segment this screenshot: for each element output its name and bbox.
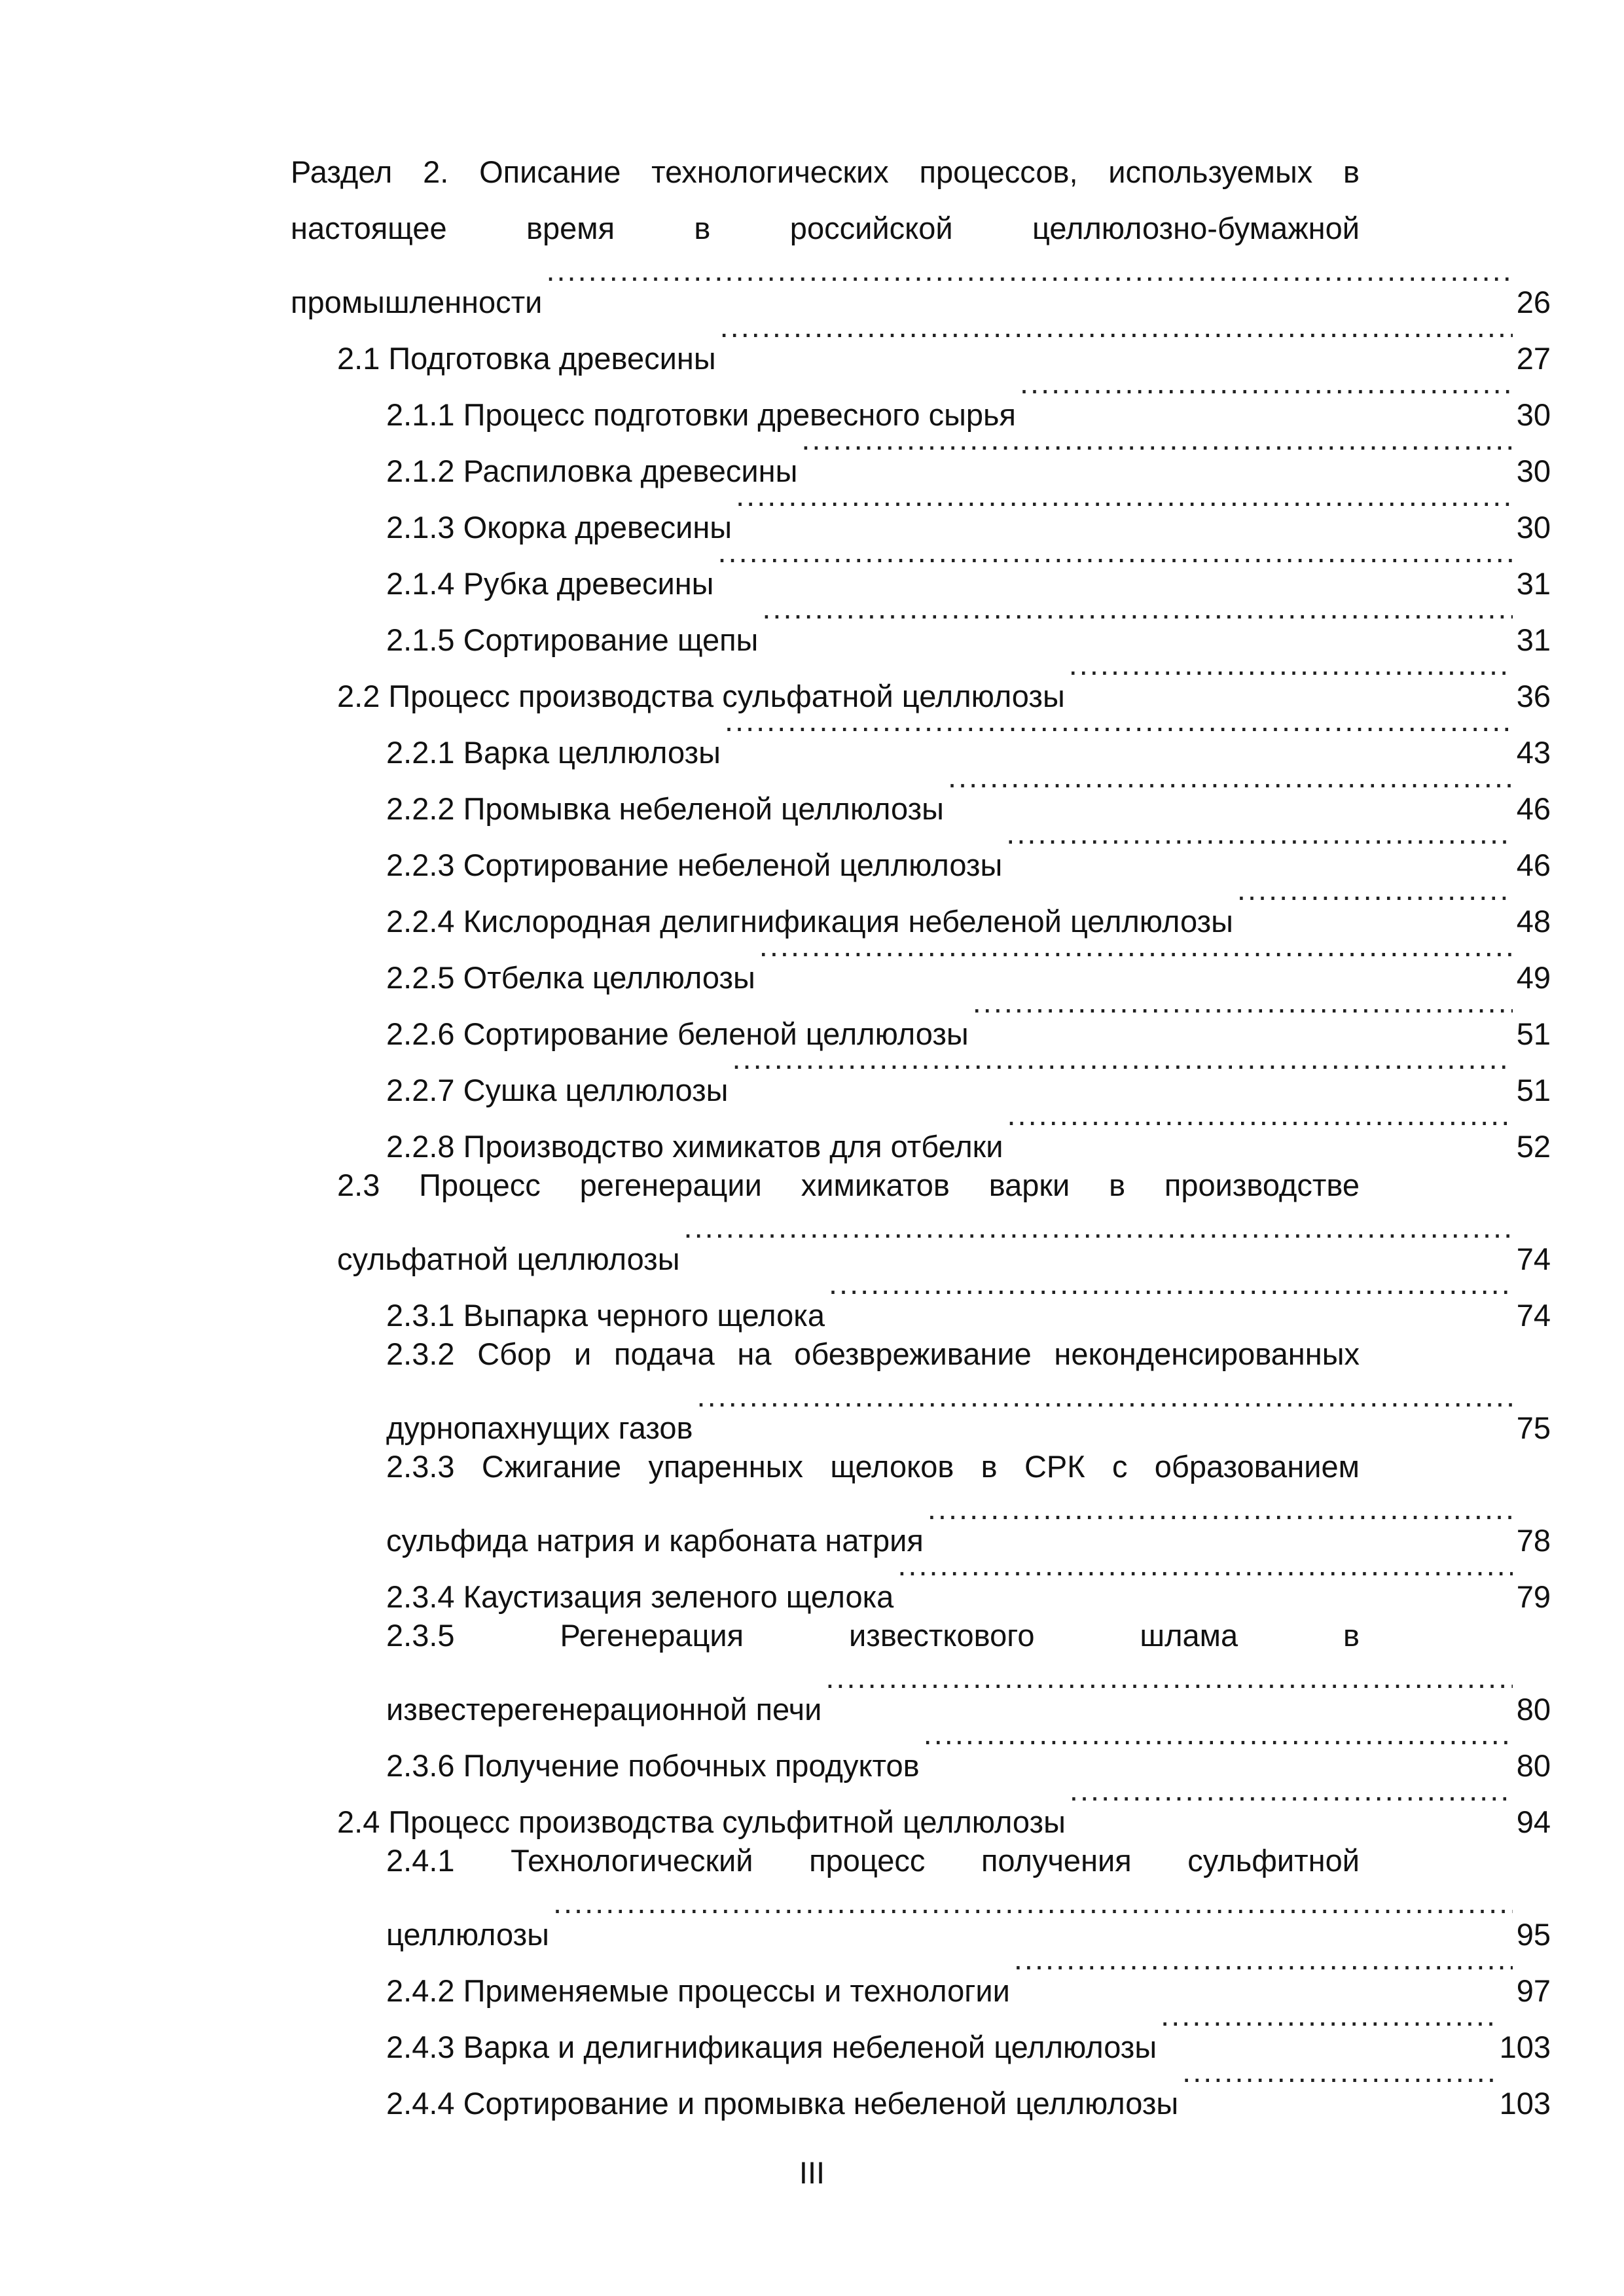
toc-entry-2-3-6[interactable] xyxy=(386,1720,1551,1783)
toc-entry-text: целлюлозы xyxy=(386,1917,549,1952)
toc-entry-2-2-1[interactable] xyxy=(386,707,1551,770)
toc-page-number: 103 xyxy=(1499,2030,1551,2064)
toc-page-number: 52 xyxy=(1516,1129,1551,1164)
toc-entry-text: 2.1.4 Рубка древесины xyxy=(386,566,714,601)
toc-page-number: 30 xyxy=(1516,397,1551,432)
toc-entry-2-2-5[interactable] xyxy=(386,932,1551,995)
toc-entry-text: Раздел 2. Описание технологических процессов, используемых в xyxy=(291,154,1360,189)
toc-entry-text: 2.3.2 Сбор и подача на обезвреживание неконденсированных xyxy=(386,1336,1360,1371)
dot-leader xyxy=(973,988,1513,1045)
toc-entry-2-4-2[interactable] xyxy=(386,1945,1551,2008)
toc-entry-2-3-1[interactable] xyxy=(386,1270,1551,1333)
toc-entry-text: 2.1 Подготовка древесины xyxy=(337,341,716,376)
toc-entry-2-1-1[interactable] xyxy=(386,369,1551,432)
toc-page-number: 30 xyxy=(1516,510,1551,545)
dot-leader xyxy=(684,1213,1513,1270)
toc-entry-2-1-2[interactable] xyxy=(386,425,1551,488)
toc-entry-text: 2.4.3 Варка и делигнификация небеленой целлюлозы xyxy=(386,2030,1157,2064)
toc-entry-text: известерегенерационной печи xyxy=(386,1692,822,1727)
toc-page-number: 79 xyxy=(1516,1579,1551,1614)
toc-entry-2-3[interactable] xyxy=(337,1157,1551,1276)
toc-entry-2-3-5[interactable] xyxy=(386,1607,1551,1727)
toc-entry-text: 2.4 Процесс производства сульфитной целлюлозы xyxy=(337,1804,1066,1839)
toc-entry-text: 2.2 Процесс производства сульфатной целлюлозы xyxy=(337,679,1065,713)
toc-entry-text: 2.3.4 Каустизация зеленого щелока xyxy=(386,1579,894,1614)
toc-entry-text: 2.4.2 Применяемые процессы и технологии xyxy=(386,1973,1010,2008)
toc-page-number: 78 xyxy=(1516,1523,1551,1558)
toc-entry-2-3-2[interactable] xyxy=(386,1326,1551,1445)
toc-entry-text: 2.2.2 Промывка небеленой целлюлозы xyxy=(386,791,944,826)
toc-entry-text: 2.3.3 Сжигание упаренных щелоков в СРК с образованием xyxy=(386,1449,1360,1484)
dot-leader xyxy=(1020,369,1513,425)
toc-entry-text: промышленности xyxy=(291,285,543,319)
toc-entry-text: 2.1.1 Процесс подготовки древесного сырья xyxy=(386,397,1016,432)
toc-entry-text: 2.3.6 Получение побочных продуктов xyxy=(386,1748,920,1783)
toc-entry-text: 2.2.3 Сортирование небеленой целлюлозы xyxy=(386,848,1003,882)
toc-entry-text: 2.2.7 Сушка целлюлозы xyxy=(386,1073,729,1107)
toc-entry-text: 2.1.3 Окорка древесины xyxy=(386,510,732,545)
toc-entry-text: 2.2.4 Кислородная делигнификация небеленой целлюлозы xyxy=(386,904,1233,939)
toc-entry-text: сульфатной целлюлозы xyxy=(337,1242,680,1276)
toc-page-number: 51 xyxy=(1516,1016,1551,1051)
toc-entry-section-2[interactable] xyxy=(291,144,1551,319)
dot-leader xyxy=(736,482,1513,538)
toc-entry-2-4-4[interactable] xyxy=(386,2058,1551,2121)
toc-page-number: 74 xyxy=(1516,1242,1551,1276)
toc-entry-text: 2.3.5 Регенерация известкового шлама в xyxy=(386,1618,1360,1653)
toc-entry-2-2-4[interactable] xyxy=(386,876,1551,939)
toc-page-number: 48 xyxy=(1516,904,1551,939)
toc-page-number: 27 xyxy=(1516,341,1551,376)
dot-leader xyxy=(725,707,1513,763)
dot-leader xyxy=(1237,876,1513,932)
toc-entry-text: 2.2.5 Отбелка целлюлозы xyxy=(386,960,755,995)
toc-page-number: 80 xyxy=(1516,1748,1551,1783)
dot-leader xyxy=(553,1889,1513,1945)
toc-entry-text: 2.3.1 Выпарка черного щелока xyxy=(386,1298,825,1333)
toc-entry-2-2-6[interactable] xyxy=(386,988,1551,1051)
dot-leader xyxy=(759,932,1513,988)
toc-page-number: 43 xyxy=(1516,735,1551,770)
dot-leader xyxy=(732,1045,1512,1101)
dot-leader xyxy=(717,538,1512,594)
toc-entry-text: 2.2.8 Производство химикатов для отбелки xyxy=(386,1129,1003,1164)
toc-page-number: 36 xyxy=(1516,679,1551,713)
dot-leader xyxy=(720,313,1513,369)
toc-entry-text: сульфида натрия и карбоната натрия xyxy=(386,1523,924,1558)
dot-leader xyxy=(948,763,1513,819)
toc-entry-text: настоящее время в российской целлюлозно-бумажной xyxy=(291,211,1360,245)
dot-leader xyxy=(762,594,1512,651)
toc-entry-text: 2.1.2 Распиловка древесины xyxy=(386,454,798,488)
dot-leader xyxy=(1070,1776,1513,1833)
dot-leader xyxy=(897,1551,1512,1607)
toc-entry-2-2-3[interactable] xyxy=(386,819,1551,882)
toc-entry-2-2-8[interactable] xyxy=(386,1101,1551,1164)
toc-page-number: 26 xyxy=(1516,285,1551,319)
page-number-footer: III xyxy=(799,2155,825,2190)
dot-leader xyxy=(1014,1945,1513,2001)
toc-entry-text: дурнопахнущих газов xyxy=(386,1410,693,1445)
toc-page-number: 30 xyxy=(1516,454,1551,488)
toc-entry-text: 2.3 Процесс регенерации химикатов варки в производстве xyxy=(337,1168,1360,1202)
dot-leader xyxy=(801,425,1512,482)
dot-leader xyxy=(1182,2058,1495,2114)
toc-page-number: 31 xyxy=(1516,622,1551,657)
toc-page-number: 31 xyxy=(1516,566,1551,601)
toc-page-number: 97 xyxy=(1516,1973,1551,2008)
toc-entry-2-2-7[interactable] xyxy=(386,1045,1551,1107)
toc-entry-2-2-2[interactable] xyxy=(386,763,1551,826)
toc-entry-text: 2.2.1 Варка целлюлозы xyxy=(386,735,721,770)
toc-page-number: 103 xyxy=(1499,2086,1551,2121)
toc-page-number: 80 xyxy=(1516,1692,1551,1727)
toc-entry-2-4-3[interactable] xyxy=(386,2001,1551,2064)
dot-leader xyxy=(1069,651,1513,707)
toc-entry-2-4[interactable] xyxy=(337,1776,1551,1839)
toc-page-number: 75 xyxy=(1516,1410,1551,1445)
dot-leader xyxy=(829,1270,1513,1326)
toc-page-number: 46 xyxy=(1516,791,1551,826)
dot-leader xyxy=(924,1720,1513,1776)
toc-page-number: 74 xyxy=(1516,1298,1551,1333)
toc-page-number: 46 xyxy=(1516,848,1551,882)
dot-leader xyxy=(1006,819,1512,876)
toc-entry-2-1[interactable] xyxy=(337,313,1551,376)
toc-entry-2-3-3[interactable] xyxy=(386,1439,1551,1558)
toc-entry-text: 2.1.5 Сортирование щепы xyxy=(386,622,759,657)
toc-entry-2-4-1[interactable] xyxy=(386,1833,1551,1952)
toc-entry-2-1-5[interactable] xyxy=(386,594,1551,657)
dot-leader xyxy=(825,1664,1512,1720)
dot-leader xyxy=(546,257,1512,313)
toc-page-number: 95 xyxy=(1516,1917,1551,1952)
dot-leader xyxy=(697,1382,1513,1439)
toc-entry-2-1-4[interactable] xyxy=(386,538,1551,601)
toc-entry-2-1-3[interactable] xyxy=(386,482,1551,545)
toc-entry-2-2[interactable] xyxy=(337,651,1551,713)
toc-page-number: 49 xyxy=(1516,960,1551,995)
dot-leader xyxy=(928,1495,1513,1551)
toc-entry-text: 2.4.4 Сортирование и промывка небеленой целлюлозы xyxy=(386,2086,1179,2121)
dot-leader xyxy=(1161,2001,1495,2058)
toc-entry-2-3-4[interactable] xyxy=(386,1551,1551,1614)
toc-entry-text: 2.2.6 Сортирование беленой целлюлозы xyxy=(386,1016,969,1051)
dot-leader xyxy=(1007,1101,1512,1157)
toc-page-number: 94 xyxy=(1516,1804,1551,1839)
toc-entry-text: 2.4.1 Технологический процесс получения сульфитной xyxy=(386,1843,1360,1878)
toc-page-number: 51 xyxy=(1516,1073,1551,1107)
